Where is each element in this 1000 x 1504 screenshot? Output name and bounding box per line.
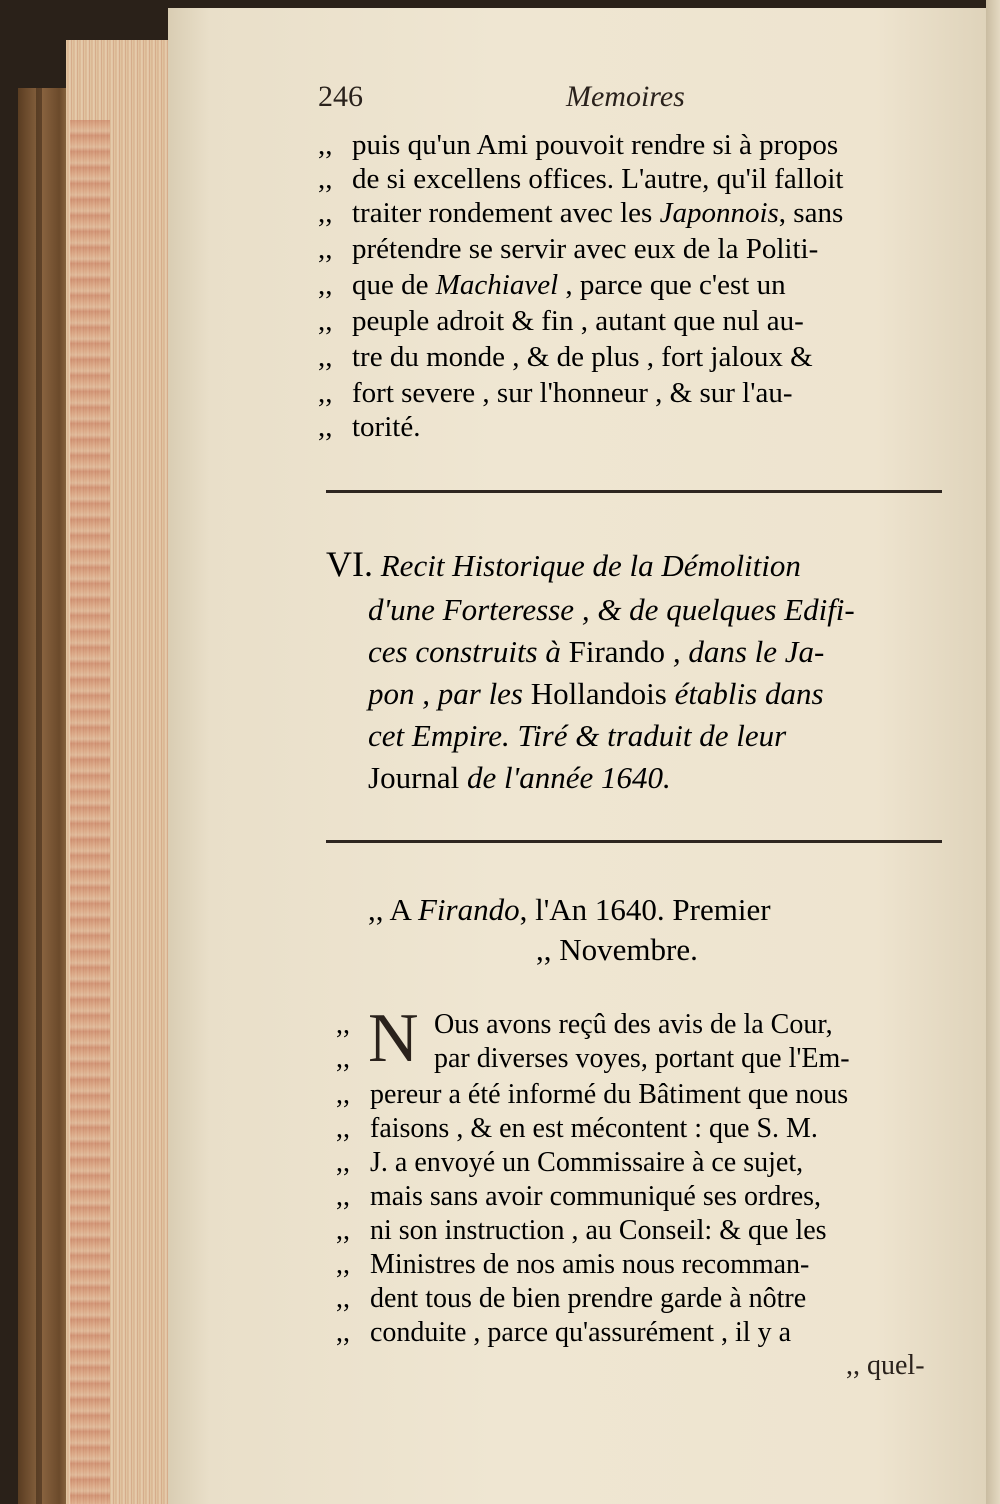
facing-page-edge <box>986 0 1000 1504</box>
section-heading-line: VI. Recit Historique de la Démolition <box>326 544 801 584</box>
section-heading-line: Journal de l'année 1640. <box>368 760 671 795</box>
section-rule-top <box>326 490 942 493</box>
text-line: ,, torité. <box>318 411 421 443</box>
text-line: ,, peuple adroit & fin , autant que nul au- <box>318 305 804 337</box>
text-line: ,, puis qu'un Ami pouvoit rendre si à propos <box>318 129 839 161</box>
body-line: ,, conduite , parce qu'assurément , il y a <box>336 1317 792 1348</box>
drop-cap: N <box>368 1000 419 1077</box>
page-number: 246 <box>318 80 363 113</box>
section-number: VI. <box>326 544 373 584</box>
text-line: ,, que de Machiavel , parce que c'est un <box>318 269 786 301</box>
body-line: ,, dent tous de bien prendre garde à nôtre <box>336 1283 807 1314</box>
body-line: ,, ni son instruction , au Conseil: & que les <box>336 1215 827 1246</box>
cover-stripe <box>36 88 42 1504</box>
text-line: ,, tre du monde , & de plus , fort jaloux & <box>318 341 813 373</box>
section-heading-line: pon , par les Hollandois établis dans <box>368 676 824 711</box>
section-heading-line: ces construits à Firando , dans le Ja- <box>368 634 825 669</box>
body-line: ,, mais sans avoir communiqué ses ordres, <box>336 1181 822 1212</box>
red-speckled-edge <box>70 120 110 1504</box>
text-line: ,, de si excellens offices. L'autre, qu'il falloit <box>318 163 844 195</box>
running-title: Memoires <box>566 80 685 113</box>
text-line: ,, prétendre se servir avec eux de la Politi- <box>318 233 819 265</box>
body-line: ,, faisons , & en est mécontent : que S. M. <box>336 1113 818 1144</box>
body-line: ,, J. a envoyé un Commissaire à ce sujet, <box>336 1147 804 1178</box>
text-line: ,, traiter rondement avec les Japonnois, sans <box>318 197 844 229</box>
body-line: ,, par diverses voyes, portant que l'Em- <box>336 1043 850 1074</box>
section-heading-line: cet Empire. Tiré & traduit de leur <box>368 718 787 753</box>
section-heading-line: d'une Forteresse , & de quelques Edifi- <box>368 592 855 627</box>
catchword: ,, quel- <box>846 1350 925 1381</box>
dateline-month: ,, Novembre. <box>536 932 698 967</box>
dateline: ,, A Firando, l'An 1640. Premier <box>368 892 771 927</box>
body-line: ,, Ous avons reçû des avis de la Cour, <box>336 1009 833 1040</box>
text-line: ,, fort severe , sur l'honneur , & sur l'au- <box>318 377 793 409</box>
body-line: ,, pereur a été informé du Bâtiment que nous <box>336 1079 849 1110</box>
body-line: ,, Ministres de nos amis nous recomman- <box>336 1249 810 1280</box>
section-rule-bottom <box>326 840 942 843</box>
